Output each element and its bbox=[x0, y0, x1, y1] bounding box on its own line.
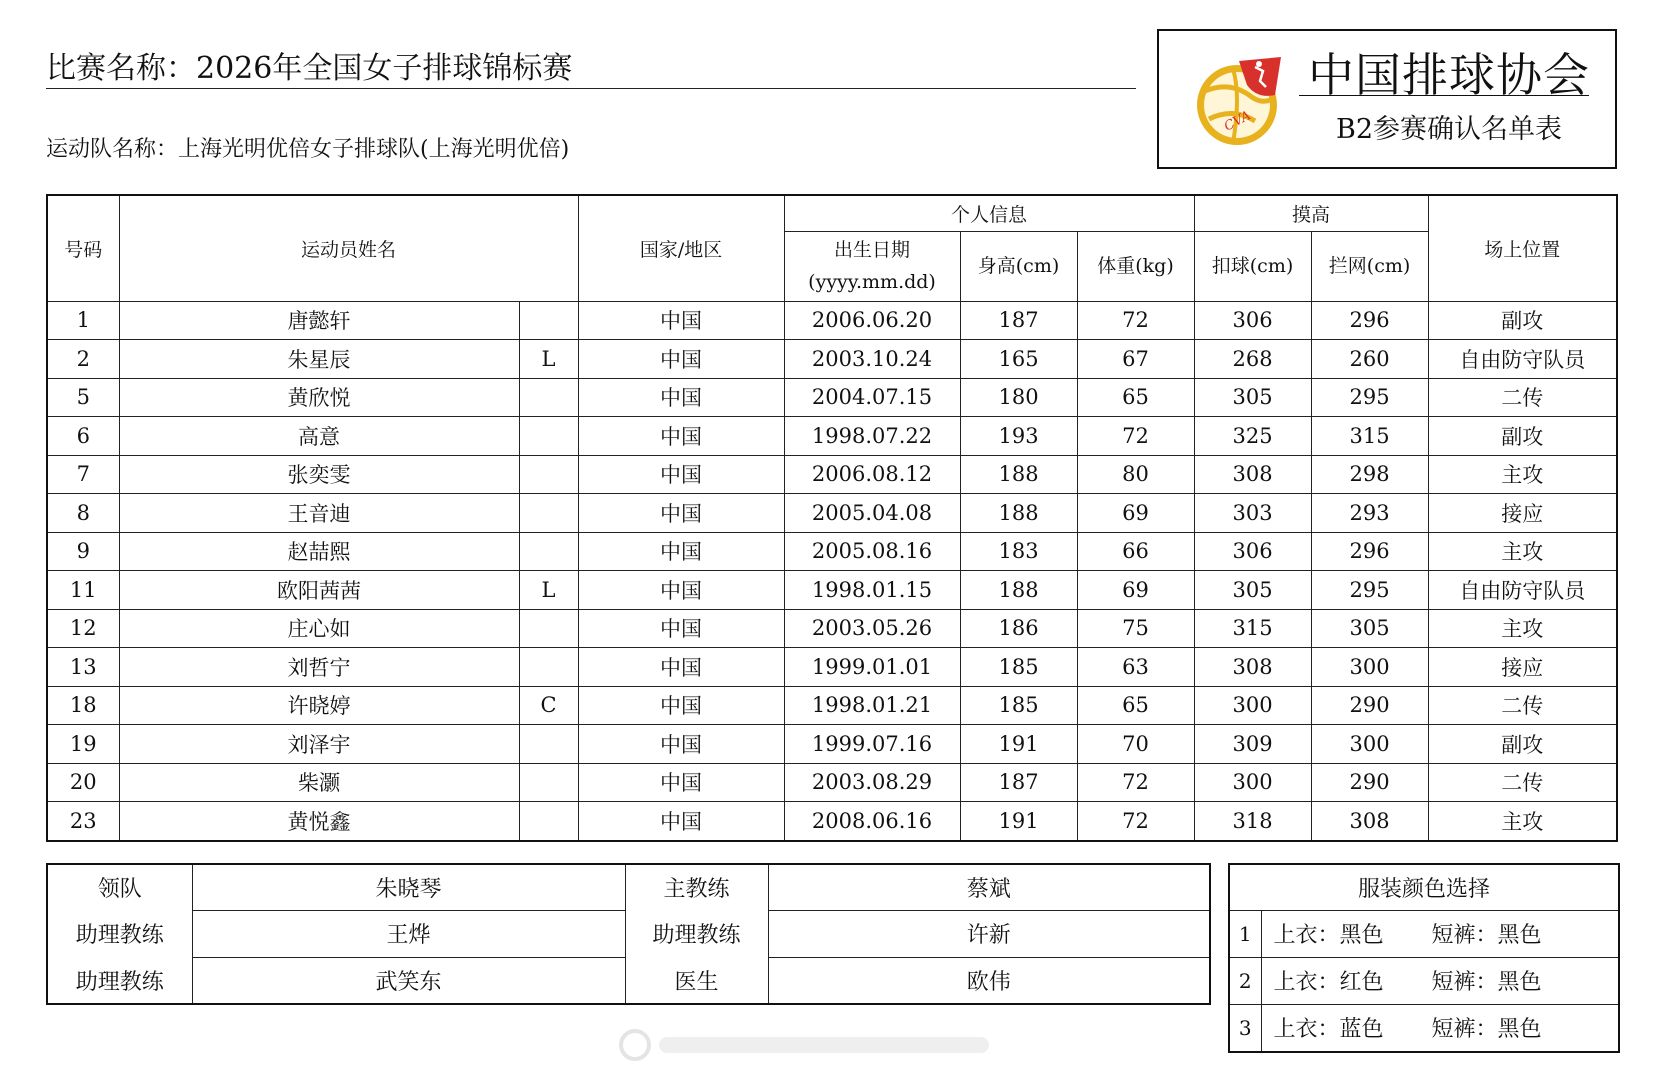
player-spike-reach: 268 bbox=[1194, 340, 1311, 379]
player-spike-reach: 308 bbox=[1194, 455, 1311, 494]
player-number: 8 bbox=[47, 494, 119, 533]
player-role: C bbox=[519, 686, 578, 725]
player-height: 187 bbox=[960, 763, 1077, 802]
player-position: 主攻 bbox=[1428, 609, 1617, 648]
staff-label: 主教练 bbox=[663, 877, 730, 903]
staff-value: 许新 bbox=[768, 911, 1210, 957]
staff-value: 欧伟 bbox=[768, 957, 1210, 1004]
table-row bbox=[47, 494, 1617, 533]
player-weight: 72 bbox=[1077, 301, 1194, 340]
staff-row bbox=[47, 911, 1210, 957]
player-weight: 65 bbox=[1077, 378, 1194, 417]
player-weight: 72 bbox=[1077, 763, 1194, 802]
player-block-reach: 308 bbox=[1311, 802, 1428, 841]
player-country: 中国 bbox=[578, 686, 784, 725]
kit-option bbox=[1229, 910, 1619, 957]
player-weight: 70 bbox=[1077, 725, 1194, 764]
player-position: 主攻 bbox=[1428, 802, 1617, 841]
player-height: 183 bbox=[960, 532, 1077, 571]
player-role: L bbox=[519, 340, 578, 379]
player-weight: 69 bbox=[1077, 494, 1194, 533]
player-spike-reach: 309 bbox=[1194, 725, 1311, 764]
table-row bbox=[47, 802, 1617, 841]
kit-option-number: 3 bbox=[1229, 1004, 1261, 1052]
player-height: 188 bbox=[960, 571, 1077, 610]
header-birth-label: 出生日期 bbox=[834, 239, 911, 261]
player-weight: 63 bbox=[1077, 648, 1194, 687]
player-number: 12 bbox=[47, 609, 119, 648]
player-birth-date: 2003.10.24 bbox=[784, 340, 960, 379]
staff-label: 助理教练 bbox=[652, 923, 741, 949]
player-position: 自由防守队员 bbox=[1428, 571, 1617, 610]
player-weight: 72 bbox=[1077, 802, 1194, 841]
player-position: 副攻 bbox=[1428, 725, 1617, 764]
kit-top: 上衣：黑色 bbox=[1273, 923, 1384, 949]
player-role bbox=[519, 609, 578, 648]
player-spike-reach: 318 bbox=[1194, 802, 1311, 841]
kit-option bbox=[1229, 1004, 1619, 1052]
player-block-reach: 295 bbox=[1311, 378, 1428, 417]
staff-value: 王烨 bbox=[192, 911, 625, 957]
player-number: 18 bbox=[47, 686, 119, 725]
player-name: 柴灏 bbox=[119, 763, 519, 802]
player-birth-date: 2003.08.29 bbox=[784, 763, 960, 802]
staff-label: 助理教练 bbox=[75, 923, 164, 949]
player-spike-reach: 300 bbox=[1194, 763, 1311, 802]
header-number: 号码 bbox=[47, 195, 119, 301]
header-height: 身高(cm) bbox=[960, 231, 1077, 301]
player-role bbox=[519, 417, 578, 456]
kit-option-number: 1 bbox=[1229, 910, 1261, 957]
player-height: 187 bbox=[960, 301, 1077, 340]
player-height: 186 bbox=[960, 609, 1077, 648]
player-weight: 67 bbox=[1077, 340, 1194, 379]
player-number: 19 bbox=[47, 725, 119, 764]
player-position: 自由防守队员 bbox=[1428, 340, 1617, 379]
player-role: L bbox=[519, 571, 578, 610]
player-birth-date: 2006.08.12 bbox=[784, 455, 960, 494]
player-block-reach: 300 bbox=[1311, 725, 1428, 764]
table-row bbox=[47, 417, 1617, 456]
table-row bbox=[47, 571, 1617, 610]
player-country: 中国 bbox=[578, 494, 784, 533]
staff-row bbox=[47, 864, 1210, 911]
player-country: 中国 bbox=[578, 301, 784, 340]
player-country: 中国 bbox=[578, 532, 784, 571]
staff-table bbox=[46, 863, 1211, 1005]
header-country: 国家/地区 bbox=[578, 195, 784, 301]
player-birth-date: 1998.01.15 bbox=[784, 571, 960, 610]
player-position: 主攻 bbox=[1428, 532, 1617, 571]
player-role bbox=[519, 494, 578, 533]
player-block-reach: 305 bbox=[1311, 609, 1428, 648]
player-role bbox=[519, 532, 578, 571]
player-height: 193 bbox=[960, 417, 1077, 456]
player-role bbox=[519, 455, 578, 494]
player-spike-reach: 305 bbox=[1194, 571, 1311, 610]
player-birth-date: 2004.07.15 bbox=[784, 378, 960, 417]
kit-option bbox=[1229, 957, 1619, 1004]
team-name: 运动队名称：上海光明优倍女子排球队(上海光明优倍) bbox=[46, 137, 570, 162]
player-position: 接应 bbox=[1428, 648, 1617, 687]
table-row bbox=[47, 532, 1617, 571]
player-role bbox=[519, 378, 578, 417]
player-birth-date: 1999.07.16 bbox=[784, 725, 960, 764]
player-position: 副攻 bbox=[1428, 301, 1617, 340]
player-spike-reach: 308 bbox=[1194, 648, 1311, 687]
player-number: 23 bbox=[47, 802, 119, 841]
table-row bbox=[47, 609, 1617, 648]
header-birth-format: (yyyy.mm.dd) bbox=[808, 271, 936, 293]
kit-shorts: 短裤：黑色 bbox=[1431, 1017, 1542, 1043]
player-number: 1 bbox=[47, 301, 119, 340]
player-country: 中国 bbox=[578, 725, 784, 764]
kit-option-desc bbox=[1261, 1004, 1619, 1052]
player-number: 2 bbox=[47, 340, 119, 379]
player-country: 中国 bbox=[578, 648, 784, 687]
table-row bbox=[47, 725, 1617, 764]
table-row bbox=[47, 340, 1617, 379]
player-spike-reach: 315 bbox=[1194, 609, 1311, 648]
player-birth-date: 2003.05.26 bbox=[784, 609, 960, 648]
player-block-reach: 298 bbox=[1311, 455, 1428, 494]
player-height: 191 bbox=[960, 802, 1077, 841]
player-country: 中国 bbox=[578, 455, 784, 494]
header-weight: 体重(kg) bbox=[1077, 231, 1194, 301]
kit-option-desc bbox=[1261, 910, 1619, 957]
player-name: 王音迪 bbox=[119, 494, 519, 533]
table-row bbox=[47, 686, 1617, 725]
player-height: 191 bbox=[960, 725, 1077, 764]
staff-row bbox=[47, 957, 1210, 1004]
player-name: 黄欣悦 bbox=[119, 378, 519, 417]
header-birth-date bbox=[784, 231, 960, 301]
player-position: 主攻 bbox=[1428, 455, 1617, 494]
player-birth-date: 2005.04.08 bbox=[784, 494, 960, 533]
player-position: 副攻 bbox=[1428, 417, 1617, 456]
player-block-reach: 315 bbox=[1311, 417, 1428, 456]
player-spike-reach: 303 bbox=[1194, 494, 1311, 533]
player-role bbox=[519, 648, 578, 687]
kit-shorts: 短裤：黑色 bbox=[1431, 970, 1542, 996]
staff-label: 医生 bbox=[674, 969, 719, 995]
header-reach: 摸高 bbox=[1194, 195, 1428, 231]
player-number: 11 bbox=[47, 571, 119, 610]
staff-label: 助理教练 bbox=[75, 969, 164, 995]
player-spike-reach: 306 bbox=[1194, 532, 1311, 571]
player-spike-reach: 300 bbox=[1194, 686, 1311, 725]
player-role bbox=[519, 725, 578, 764]
player-country: 中国 bbox=[578, 340, 784, 379]
association-header-box bbox=[1157, 29, 1617, 169]
form-title: B2参赛确认名单表 bbox=[1335, 114, 1563, 145]
player-block-reach: 260 bbox=[1311, 340, 1428, 379]
player-country: 中国 bbox=[578, 417, 784, 456]
player-number: 20 bbox=[47, 763, 119, 802]
player-number: 6 bbox=[47, 417, 119, 456]
player-weight: 80 bbox=[1077, 455, 1194, 494]
player-height: 165 bbox=[960, 340, 1077, 379]
player-spike-reach: 325 bbox=[1194, 417, 1311, 456]
player-block-reach: 293 bbox=[1311, 494, 1428, 533]
player-block-reach: 296 bbox=[1311, 532, 1428, 571]
player-birth-date: 1998.01.21 bbox=[784, 686, 960, 725]
player-number: 7 bbox=[47, 455, 119, 494]
player-height: 185 bbox=[960, 648, 1077, 687]
header-spike: 扣球(cm) bbox=[1194, 231, 1311, 301]
player-height: 188 bbox=[960, 455, 1077, 494]
header-personal-info: 个人信息 bbox=[784, 195, 1194, 231]
player-role bbox=[519, 802, 578, 841]
player-spike-reach: 306 bbox=[1194, 301, 1311, 340]
player-position: 二传 bbox=[1428, 378, 1617, 417]
staff-value: 蔡斌 bbox=[768, 864, 1210, 911]
player-number: 5 bbox=[47, 378, 119, 417]
table-row bbox=[47, 301, 1617, 340]
table-row bbox=[47, 763, 1617, 802]
player-weight: 65 bbox=[1077, 686, 1194, 725]
table-row bbox=[47, 455, 1617, 494]
player-birth-date: 2008.06.16 bbox=[784, 802, 960, 841]
player-block-reach: 300 bbox=[1311, 648, 1428, 687]
player-name: 张奕雯 bbox=[119, 455, 519, 494]
player-role bbox=[519, 763, 578, 802]
player-country: 中国 bbox=[578, 571, 784, 610]
kit-color-table bbox=[1228, 863, 1620, 1053]
player-name: 朱星辰 bbox=[119, 340, 519, 379]
player-height: 185 bbox=[960, 686, 1077, 725]
player-number: 9 bbox=[47, 532, 119, 571]
player-height: 188 bbox=[960, 494, 1077, 533]
player-block-reach: 290 bbox=[1311, 763, 1428, 802]
kit-option-number: 2 bbox=[1229, 957, 1261, 1004]
player-position: 二传 bbox=[1428, 686, 1617, 725]
player-name: 高意 bbox=[119, 417, 519, 456]
player-birth-date: 1999.01.01 bbox=[784, 648, 960, 687]
player-name: 赵喆熙 bbox=[119, 532, 519, 571]
player-name: 庄心如 bbox=[119, 609, 519, 648]
player-height: 180 bbox=[960, 378, 1077, 417]
player-name: 许晓婷 bbox=[119, 686, 519, 725]
player-country: 中国 bbox=[578, 802, 784, 841]
player-name: 欧阳茜茜 bbox=[119, 571, 519, 610]
kit-shorts: 短裤：黑色 bbox=[1431, 923, 1542, 949]
player-name: 唐懿轩 bbox=[119, 301, 519, 340]
player-position: 接应 bbox=[1428, 494, 1617, 533]
header-block: 拦网(cm) bbox=[1311, 231, 1428, 301]
player-name: 刘泽宇 bbox=[119, 725, 519, 764]
player-weight: 69 bbox=[1077, 571, 1194, 610]
association-underline bbox=[1299, 95, 1589, 96]
kit-top: 上衣：蓝色 bbox=[1273, 1017, 1384, 1043]
staff-value: 武笑东 bbox=[192, 957, 625, 1004]
player-spike-reach: 305 bbox=[1194, 378, 1311, 417]
roster-table bbox=[46, 194, 1618, 842]
player-name: 黄悦鑫 bbox=[119, 802, 519, 841]
kit-top: 上衣：红色 bbox=[1273, 970, 1384, 996]
kit-title: 服装颜色选择 bbox=[1229, 864, 1619, 910]
player-country: 中国 bbox=[578, 609, 784, 648]
player-number: 13 bbox=[47, 648, 119, 687]
cva-logo-icon bbox=[1189, 51, 1289, 151]
player-birth-date: 2005.08.16 bbox=[784, 532, 960, 571]
player-position: 二传 bbox=[1428, 763, 1617, 802]
player-block-reach: 296 bbox=[1311, 301, 1428, 340]
player-name: 刘哲宁 bbox=[119, 648, 519, 687]
kit-option-desc bbox=[1261, 957, 1619, 1004]
player-country: 中国 bbox=[578, 378, 784, 417]
table-row bbox=[47, 648, 1617, 687]
player-country: 中国 bbox=[578, 763, 784, 802]
staff-label: 领队 bbox=[97, 877, 142, 903]
header-position: 场上位置 bbox=[1428, 195, 1617, 301]
player-block-reach: 295 bbox=[1311, 571, 1428, 610]
staff-value: 朱晓琴 bbox=[192, 864, 625, 911]
header-name: 运动员姓名 bbox=[119, 195, 578, 301]
competition-name-line bbox=[46, 50, 1136, 89]
cva-logo-text: CVA bbox=[1221, 108, 1254, 135]
player-birth-date: 2006.06.20 bbox=[784, 301, 960, 340]
player-weight: 75 bbox=[1077, 609, 1194, 648]
watermark-logo bbox=[615, 1025, 1005, 1065]
competition-name: 比赛名称：2026年全国女子排球锦标赛 bbox=[46, 51, 573, 86]
player-birth-date: 1998.07.22 bbox=[784, 417, 960, 456]
player-block-reach: 290 bbox=[1311, 686, 1428, 725]
player-weight: 72 bbox=[1077, 417, 1194, 456]
player-weight: 66 bbox=[1077, 532, 1194, 571]
association-name: 中国排球协会 bbox=[1308, 48, 1590, 102]
table-row bbox=[47, 378, 1617, 417]
player-role bbox=[519, 301, 578, 340]
